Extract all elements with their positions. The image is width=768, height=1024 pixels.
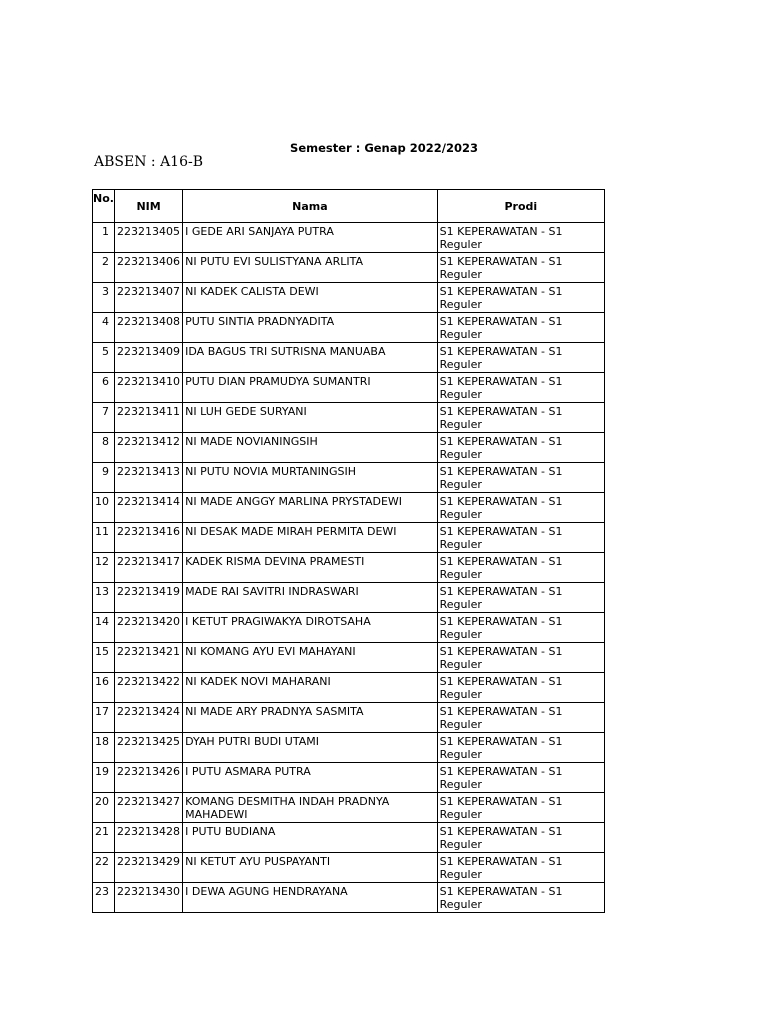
cell-prodi: S1 KEPERAWATAN - S1 Reguler: [437, 673, 604, 703]
cell-nama: I PUTU BUDIANA: [183, 823, 437, 853]
cell-nama: NI KADEK NOVI MAHARANI: [183, 673, 437, 703]
cell-prodi: S1 KEPERAWATAN - S1 Reguler: [437, 883, 604, 913]
attendance-table: [92, 189, 605, 913]
table-row: [93, 253, 605, 283]
cell-nim: 223213422: [115, 673, 183, 703]
cell-nama: I KETUT PRAGIWAKYA DIROTSAHA: [183, 613, 437, 643]
cell-nim: 223213427: [115, 793, 183, 823]
table-row: [93, 463, 605, 493]
cell-nim: 223213414: [115, 493, 183, 523]
header-no: No.: [93, 190, 115, 223]
cell-no: 18: [93, 733, 115, 763]
cell-nim: 223213408: [115, 313, 183, 343]
cell-prodi: S1 KEPERAWATAN - S1 Reguler: [437, 493, 604, 523]
cell-nim: 223213420: [115, 613, 183, 643]
cell-nim: 223213406: [115, 253, 183, 283]
table-row: [93, 553, 605, 583]
cell-nama: I PUTU ASMARA PUTRA: [183, 763, 437, 793]
table-row: [93, 643, 605, 673]
cell-prodi: S1 KEPERAWATAN - S1 Reguler: [437, 523, 604, 553]
cell-no: 1: [93, 223, 115, 253]
cell-nim: 223213413: [115, 463, 183, 493]
table-row: [93, 493, 605, 523]
cell-prodi: S1 KEPERAWATAN - S1 Reguler: [437, 793, 604, 823]
cell-nim: 223213428: [115, 823, 183, 853]
cell-no: 21: [93, 823, 115, 853]
cell-nim: 223213429: [115, 853, 183, 883]
cell-nama: NI PUTU NOVIA MURTANINGSIH: [183, 463, 437, 493]
cell-nim: 223213410: [115, 373, 183, 403]
table-row: [93, 673, 605, 703]
cell-no: 9: [93, 463, 115, 493]
cell-nim: 223213419: [115, 583, 183, 613]
semester-title: Semester : Genap 2022/2023: [290, 141, 478, 155]
cell-prodi: S1 KEPERAWATAN - S1 Reguler: [437, 733, 604, 763]
cell-no: 12: [93, 553, 115, 583]
cell-nama: MADE RAI SAVITRI INDRASWARI: [183, 583, 437, 613]
cell-nim: 223213430: [115, 883, 183, 913]
cell-nama: PUTU DIAN PRAMUDYA SUMANTRI: [183, 373, 437, 403]
cell-nama: I DEWA AGUNG HENDRAYANA: [183, 883, 437, 913]
cell-nim: 223213405: [115, 223, 183, 253]
cell-no: 22: [93, 853, 115, 883]
cell-prodi: S1 KEPERAWATAN - S1 Reguler: [437, 433, 604, 463]
cell-no: 23: [93, 883, 115, 913]
cell-nama: NI LUH GEDE SURYANI: [183, 403, 437, 433]
cell-prodi: S1 KEPERAWATAN - S1 Reguler: [437, 823, 604, 853]
table-row: [93, 523, 605, 553]
cell-no: 20: [93, 793, 115, 823]
cell-prodi: S1 KEPERAWATAN - S1 Reguler: [437, 643, 604, 673]
cell-nama: PUTU SINTIA PRADNYADITA: [183, 313, 437, 343]
cell-no: 14: [93, 613, 115, 643]
cell-no: 19: [93, 763, 115, 793]
cell-no: 4: [93, 313, 115, 343]
cell-prodi: S1 KEPERAWATAN - S1 Reguler: [437, 373, 604, 403]
cell-nim: 223213425: [115, 733, 183, 763]
cell-prodi: S1 KEPERAWATAN - S1 Reguler: [437, 283, 604, 313]
cell-prodi: S1 KEPERAWATAN - S1 Reguler: [437, 403, 604, 433]
cell-no: 3: [93, 283, 115, 313]
cell-nama: NI PUTU EVI SULISTYANA ARLITA: [183, 253, 437, 283]
cell-prodi: S1 KEPERAWATAN - S1 Reguler: [437, 463, 604, 493]
cell-no: 17: [93, 703, 115, 733]
cell-nim: 223213407: [115, 283, 183, 313]
cell-no: 5: [93, 343, 115, 373]
table-row: [93, 433, 605, 463]
table-body: [93, 223, 605, 913]
cell-no: 15: [93, 643, 115, 673]
table-row: [93, 883, 605, 913]
cell-nama: IDA BAGUS TRI SUTRISNA MANUABA: [183, 343, 437, 373]
cell-no: 7: [93, 403, 115, 433]
table-row: [93, 403, 605, 433]
cell-prodi: S1 KEPERAWATAN - S1 Reguler: [437, 703, 604, 733]
cell-nama: NI KOMANG AYU EVI MAHAYANI: [183, 643, 437, 673]
cell-prodi: S1 KEPERAWATAN - S1 Reguler: [437, 253, 604, 283]
cell-nama: NI KETUT AYU PUSPAYANTI: [183, 853, 437, 883]
cell-no: 2: [93, 253, 115, 283]
cell-nim: 223213424: [115, 703, 183, 733]
table-row: [93, 733, 605, 763]
cell-no: 10: [93, 493, 115, 523]
cell-nama: KADEK RISMA DEVINA PRAMESTI: [183, 553, 437, 583]
table-row: [93, 793, 605, 823]
cell-no: 11: [93, 523, 115, 553]
cell-prodi: S1 KEPERAWATAN - S1 Reguler: [437, 343, 604, 373]
cell-nama: KOMANG DESMITHA INDAH PRADNYA MAHADEWI: [183, 793, 437, 823]
table-row: [93, 823, 605, 853]
cell-prodi: S1 KEPERAWATAN - S1 Reguler: [437, 583, 604, 613]
header-prodi: Prodi: [437, 190, 604, 223]
cell-nama: NI KADEK CALISTA DEWI: [183, 283, 437, 313]
cell-prodi: S1 KEPERAWATAN - S1 Reguler: [437, 613, 604, 643]
cell-prodi: S1 KEPERAWATAN - S1 Reguler: [437, 763, 604, 793]
table-row: [93, 613, 605, 643]
table-row: [93, 283, 605, 313]
cell-nama: I GEDE ARI SANJAYA PUTRA: [183, 223, 437, 253]
cell-no: 16: [93, 673, 115, 703]
table-row: [93, 223, 605, 253]
cell-no: 13: [93, 583, 115, 613]
table-row: [93, 703, 605, 733]
cell-nim: 223213409: [115, 343, 183, 373]
cell-nama: NI MADE NOVIANINGSIH: [183, 433, 437, 463]
cell-no: 8: [93, 433, 115, 463]
cell-nama: DYAH PUTRI BUDI UTAMI: [183, 733, 437, 763]
cell-nama: NI MADE ARY PRADNYA SASMITA: [183, 703, 437, 733]
cell-prodi: S1 KEPERAWATAN - S1 Reguler: [437, 553, 604, 583]
cell-nim: 223213421: [115, 643, 183, 673]
cell-nim: 223213416: [115, 523, 183, 553]
cell-nim: 223213426: [115, 763, 183, 793]
cell-nama: NI DESAK MADE MIRAH PERMITA DEWI: [183, 523, 437, 553]
cell-no: 6: [93, 373, 115, 403]
table-row: [93, 853, 605, 883]
table-row: [93, 373, 605, 403]
cell-nim: 223213411: [115, 403, 183, 433]
table-header-row: [93, 190, 605, 223]
cell-prodi: S1 KEPERAWATAN - S1 Reguler: [437, 313, 604, 343]
header-nim: NIM: [115, 190, 183, 223]
cell-prodi: S1 KEPERAWATAN - S1 Reguler: [437, 853, 604, 883]
table-row: [93, 343, 605, 373]
cell-nim: 223213417: [115, 553, 183, 583]
absen-label: ABSEN : A16-B: [94, 154, 204, 170]
cell-nim: 223213412: [115, 433, 183, 463]
cell-prodi: S1 KEPERAWATAN - S1 Reguler: [437, 223, 604, 253]
table-row: [93, 313, 605, 343]
cell-nama: NI MADE ANGGY MARLINA PRYSTADEWI: [183, 493, 437, 523]
header-nama: Nama: [183, 190, 437, 223]
table-row: [93, 583, 605, 613]
table-row: [93, 763, 605, 793]
